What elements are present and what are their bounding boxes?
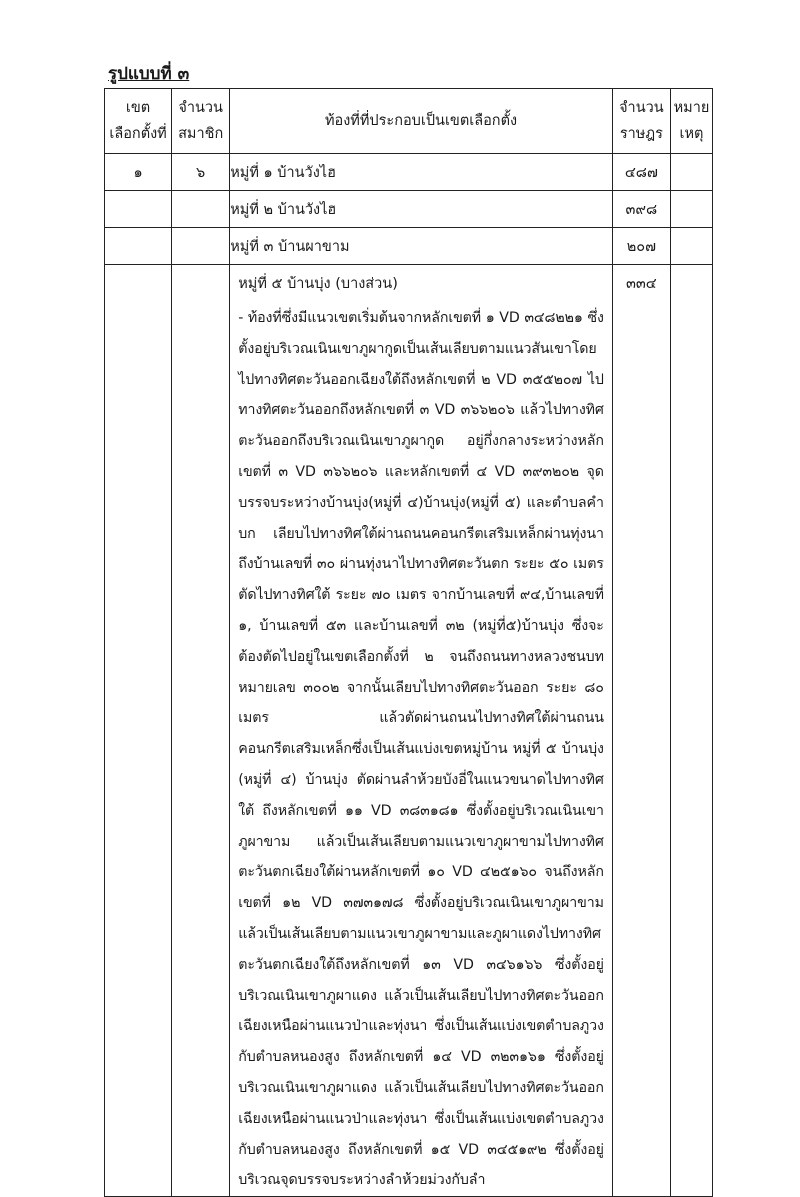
header-area: ท้องที่ที่ประกอบเป็นเขตเลือกตั้ง [230,89,613,154]
cell-population [612,265,670,1197]
cell-zone [105,265,172,1197]
cell-population: ๒๐๗ [612,228,670,265]
cell-zone [105,191,172,228]
cell-members [172,228,230,265]
cell-area-long [230,265,613,1197]
table-header-row [105,89,713,154]
header-population-line1: จำนวน [619,100,664,116]
cell-zone: ๑ [105,154,172,191]
cell-members: ๖ [172,154,230,191]
header-members-line2: สมาชิก [178,126,224,142]
area-title: หมู่ที่ ๕ บ้านบุ่ง (บางส่วน) [238,276,398,292]
header-zone-line2: เลือกตั้งที่ [109,126,167,142]
cell-area: หมู่ที่ ๒ บ้านวังไฮ [230,191,613,228]
cell-note [670,191,712,228]
table-row-long [105,265,713,1197]
cell-area: หมู่ที่ ๑ บ้านวังไฮ [230,154,613,191]
form-title: รูปแบบที่ ๓ [108,64,190,84]
header-population-line2: ราษฎร [619,126,663,142]
header-note-line2: เหตุ [679,126,704,142]
area-description: - ท้องที่ซึ่งมีแนวเขตเริ่มต้นจากหลักเขตที่ ๑ VD ๓๔๘๒๒๑ ซึ่งตั้งอยู่บริเวณเนินเขาภูผากูดเป็นเส้นเลียบตามแนวสันเขาโดยไปทางทิศตะวันออกเฉียงใต้ถึงหลักเขตที่ ๒ VD ๓๕๕๒๐๗ ไปทางทิศตะวันออกถึงหลักเขตที่ ๓ VD ๓๖๖๒๐๖ แล้วไปทางทิศตะวันออกถึงบริเวณเนินเขาภูผากูด อยู่กึ่งกลางระหว่างหลักเขตที่ ๓ VD ๓๖๖๒๐๖ และหลักเขตที่ ๔ VD ๓๙๓๒๐๒ จุดบรรจบระหว่างบ้านบุ่ง(หมู่ที่ ๔)บ้านบุ่ง(หมู่ที่ ๕) และตำบลคำบก เลียบไปทางทิศใต้ผ่านถนนคอนกรีตเสริมเหล็กผ่านทุ่งนาถึงบ้านเลขที่ ๓๐ ผ่านทุ่งนาไปทางทิศตะวันตก ระยะ ๕๐ เมตร ตัดไปทางทิศใต้ ระยะ ๗๐ เมตร จากบ้านเลขที่ ๙๔,บ้านเลขที่ ๑, บ้านเลขที่ ๕๓ และบ้านเลขที่ ๓๒ (หมู่ที่๕)บ้านบุ่ง ซึ่งจะต้องตัดไปอยู่ในเขตเลือกตั้งที่ ๒ จนถึงถนนทางหลวงชนบทหมายเลข ๓๐๐๒ จากนั้นเลียบไปทางทิศตะวันออก ระยะ ๘๐ เมตร แล้วตัดผ่านถนนไปทางทิศใต้ผ่านถนนคอนกรีตเสริมเหล็กซึ่งเป็นเส้นแบ่งเขตหมู่บ้าน หมู่ที่ ๕ บ้านบุ่ง (หมู่ที่ ๔) บ้านบุ่ง ตัดผ่านลำห้วยบังอี่ในแนวขนาดไปทางทิศใต้ ถึงหลักเขตที่ ๑๑ VD ๓๘๓๑๘๑ ซึ่งตั้งอยู่บริเวณเนินเขาภูผาขาม แล้วเป็นเส้นเลียบตามแนวเขาภูผาขามไปทางทิศตะวันตกเฉียงใต้ผ่านหลักเขตที่ ๑๐ VD ๔๒๕๑๖๐ จนถึงหลักเขตที่ ๑๒ VD ๓๗๓๑๗๘ ซึ่งตั้งอยู่บริเวณเนินเขาภูผาขาม แล้วเป็นเส้นเลียบตามแนวเขาภูผาขามและภูผาแดงไปทางทิศตะวันตกเฉียงใต้ถึงหลักเขตที่ ๑๓ VD ๓๔๖๑๖๖ ซึ่งตั้งอยู่บริเวณเนินเขาภูผาแดง แล้วเป็นเส้นเลียบไปทางทิศตะวันออกเฉียงเหนือผ่านแนวป่าและทุ่งนา ซึ่งเป็นเส้นแบ่งเขตตำบลภูวง กับตำบลหนองสูง ถึงหลักเขตที่ ๑๔ VD ๓๒๓๑๖๑ ซึ่งตั้งอยู่บริเวณเนินเขาภูผาแดง แล้วเป็นเส้นเลียบไปทางทิศตะวันออกเฉียงเหนือผ่านแนวป่าและทุ่งนา ซึ่งเป็นเส้นแบ่งเขตตำบลภูวง กับตำบลหนองสูง ถึงหลักเขตที่ ๑๕ VD ๓๔๕๑๙๒ ซึ่งตั้งอยู่บริเวณจุดบรรจบระหว่างลำห้วยม่วงกับลำ [238,310,604,1189]
cell-population: ๓๙๘ [612,191,670,228]
table-row [105,228,713,265]
cell-note [670,154,712,191]
header-note [670,89,712,154]
table-row [105,191,713,228]
cell-zone [105,228,172,265]
constituency-table [104,88,713,1197]
header-zone-line1: เขต [125,100,151,116]
cell-note [670,228,712,265]
cell-members [172,265,230,1197]
header-members [172,89,230,154]
population-value: ๓๓๔ [625,276,657,292]
table-row [105,154,713,191]
cell-area: หมู่ที่ ๓ บ้านผาขาม [230,228,613,265]
cell-members [172,191,230,228]
header-note-line1: หมาย [673,100,710,116]
cell-note [670,265,712,1197]
header-zone [105,89,172,154]
header-population [612,89,670,154]
header-members-line1: จำนวน [178,100,223,116]
cell-population: ๔๘๗ [612,154,670,191]
